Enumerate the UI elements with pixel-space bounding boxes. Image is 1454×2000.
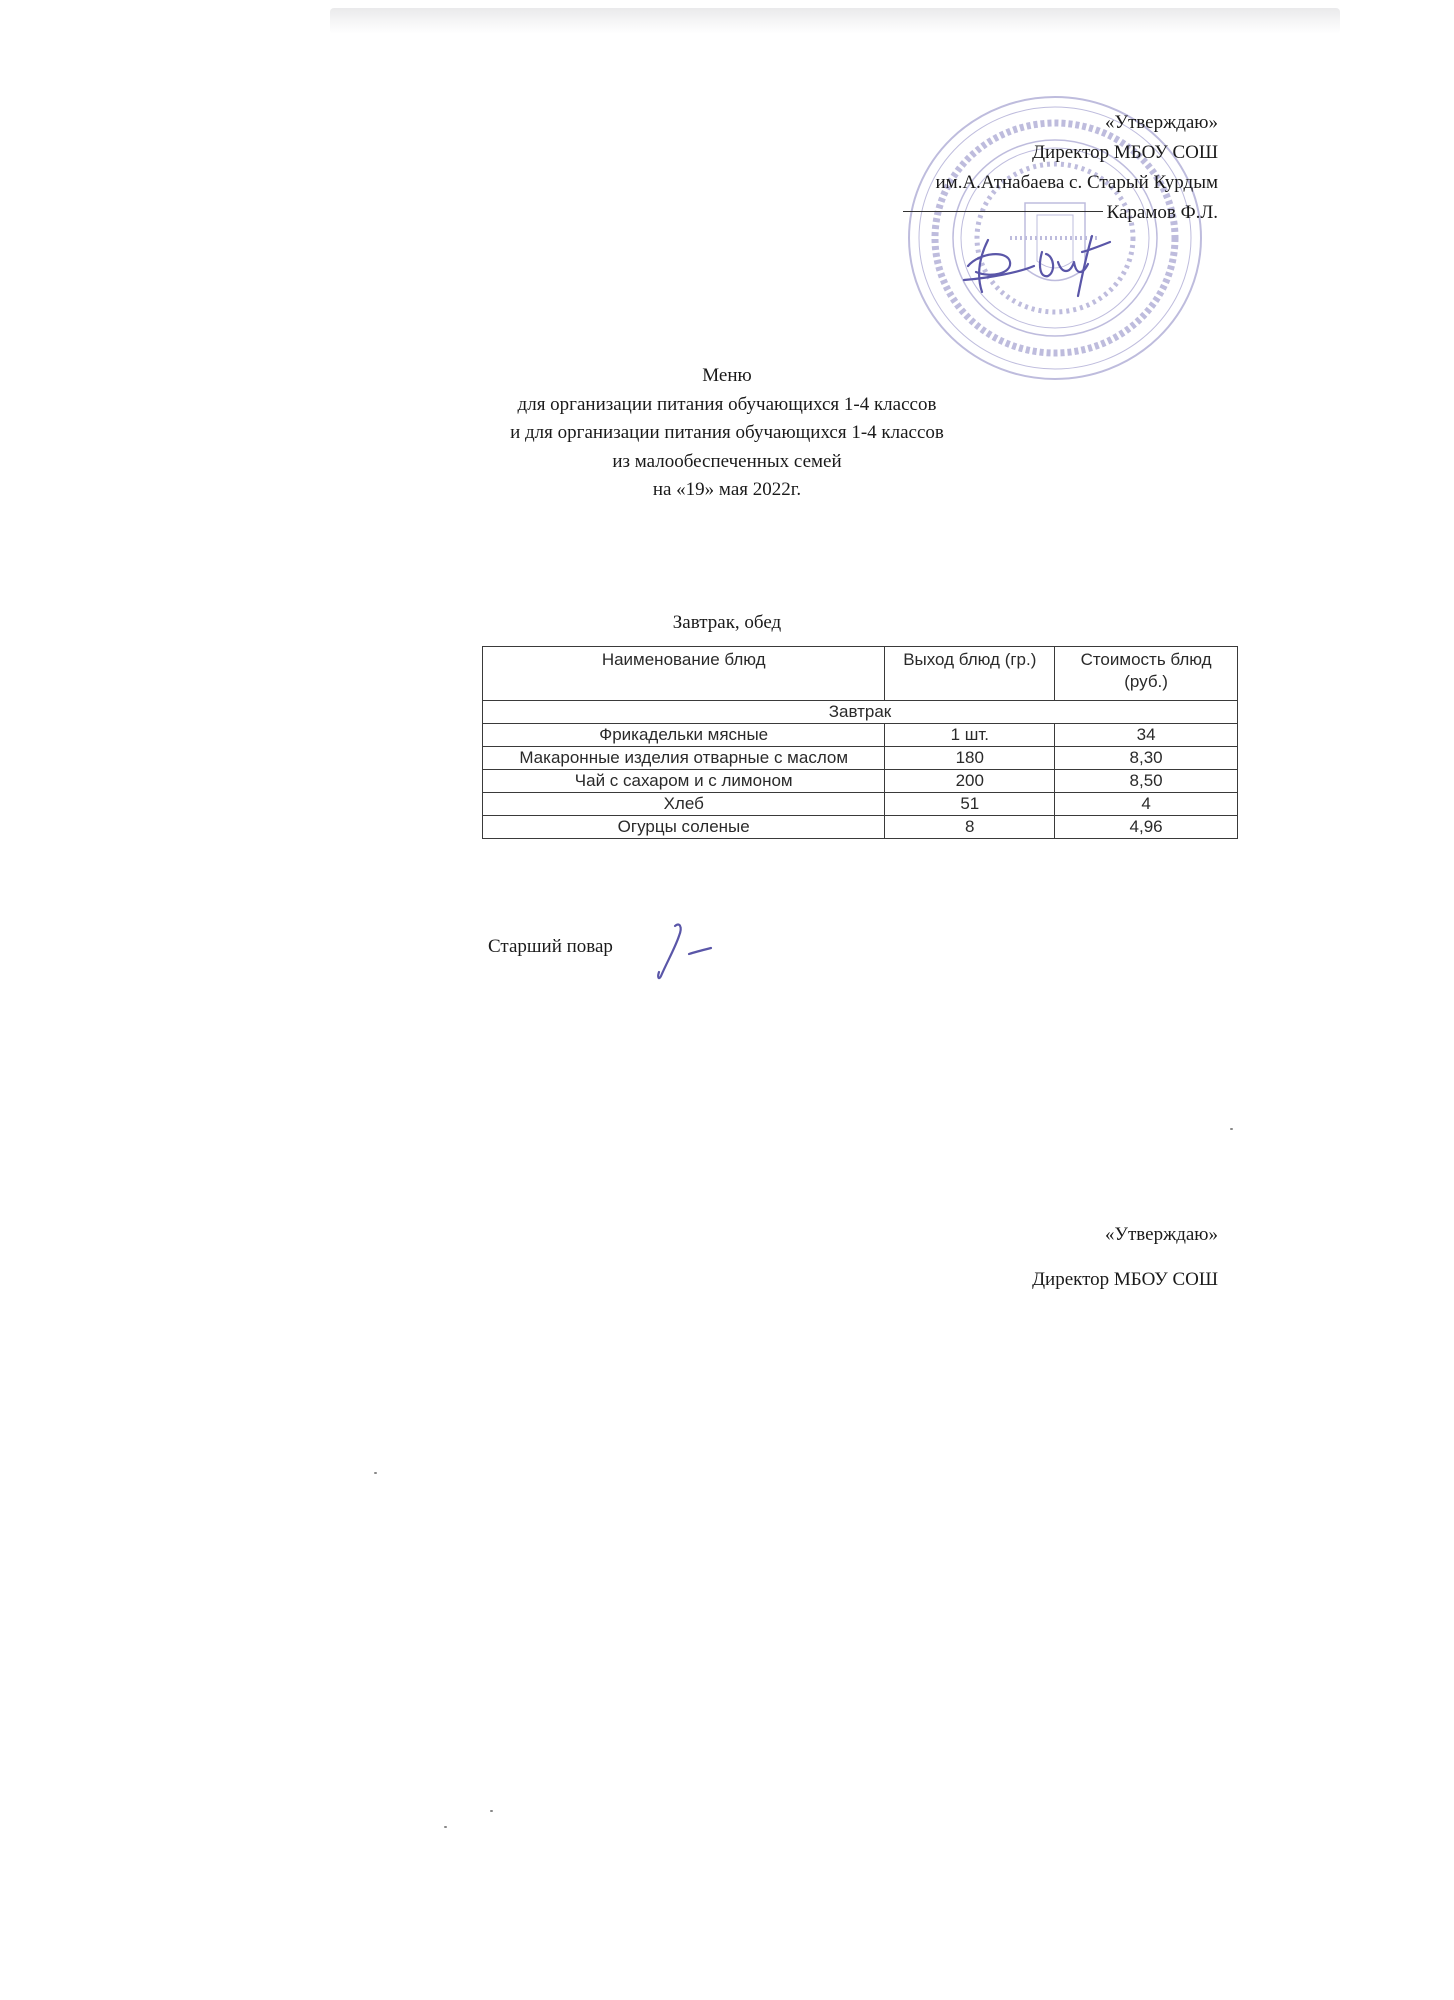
table-section-row — [483, 701, 1238, 724]
header-dish-cost: Стоимость блюд (руб.) — [1055, 647, 1238, 701]
scan-speck — [1230, 1128, 1233, 1130]
dish-output: 8 — [885, 816, 1055, 839]
table-row — [483, 724, 1238, 747]
approval-label: «Утверждаю» — [1105, 112, 1218, 133]
dish-output: 180 — [885, 747, 1055, 770]
scan-speck — [490, 1810, 493, 1812]
dish-cost: 8,30 — [1055, 747, 1238, 770]
approval-block-bottom — [1032, 1212, 1218, 1302]
director-position: Директор МБОУ СОШ — [1032, 142, 1218, 163]
chef-handwritten-signature — [645, 920, 715, 982]
scan-speck — [444, 1826, 447, 1828]
menu-subtitle-2: и для организации питания обучающихся 1-4 классов — [510, 422, 944, 443]
signature-underline — [903, 211, 1103, 212]
scan-speck — [374, 1472, 377, 1474]
table-row — [483, 793, 1238, 816]
senior-chef-label: Старший повар — [488, 936, 613, 957]
header-dish-name: Наименование блюд — [483, 647, 885, 701]
dish-output: 1 шт. — [885, 724, 1055, 747]
menu-table — [482, 646, 1238, 839]
dish-cost: 8,50 — [1055, 770, 1238, 793]
scan-edge-shadow — [330, 8, 1340, 34]
dish-cost: 34 — [1055, 724, 1238, 747]
table-header-row — [483, 647, 1238, 701]
approval-block-top — [903, 108, 1218, 228]
menu-subtitle-1: для организации питания обучающихся 1-4 классов — [517, 393, 937, 415]
director-name: Карамов Ф.Л. — [1106, 202, 1218, 223]
dish-cost: 4,96 — [1055, 816, 1238, 839]
menu-date: на «19» мая 2022г. — [652, 479, 802, 500]
meal-title: Завтрак, обед — [672, 612, 782, 633]
table-row — [483, 816, 1238, 839]
dish-name: Макаронные изделия отварные с маслом — [483, 747, 885, 770]
table-row — [483, 747, 1238, 770]
menu-title-block — [0, 362, 1454, 505]
menu-subtitle-3: из малообеспеченных семей — [612, 450, 842, 472]
header-dish-output: Выход блюд (гр.) — [885, 647, 1055, 701]
school-name: им.А.Атнабаева с. Старый Курдым — [935, 172, 1218, 193]
menu-heading: Меню — [702, 365, 752, 386]
dish-name: Чай с сахаром и с лимоном — [483, 770, 885, 793]
dish-output: 51 — [885, 793, 1055, 816]
dish-output: 200 — [885, 770, 1055, 793]
section-breakfast: Завтрак — [483, 701, 1238, 724]
dish-cost: 4 — [1055, 793, 1238, 816]
dish-name: Хлеб — [483, 793, 885, 816]
approval-label: «Утверждаю» — [1105, 1224, 1218, 1245]
table-row — [483, 770, 1238, 793]
director-position: Директор МБОУ СОШ — [1032, 1269, 1218, 1290]
director-handwritten-signature — [950, 222, 1120, 302]
dish-name: Фрикадельки мясные — [483, 724, 885, 747]
dish-name: Огурцы соленые — [483, 816, 885, 839]
